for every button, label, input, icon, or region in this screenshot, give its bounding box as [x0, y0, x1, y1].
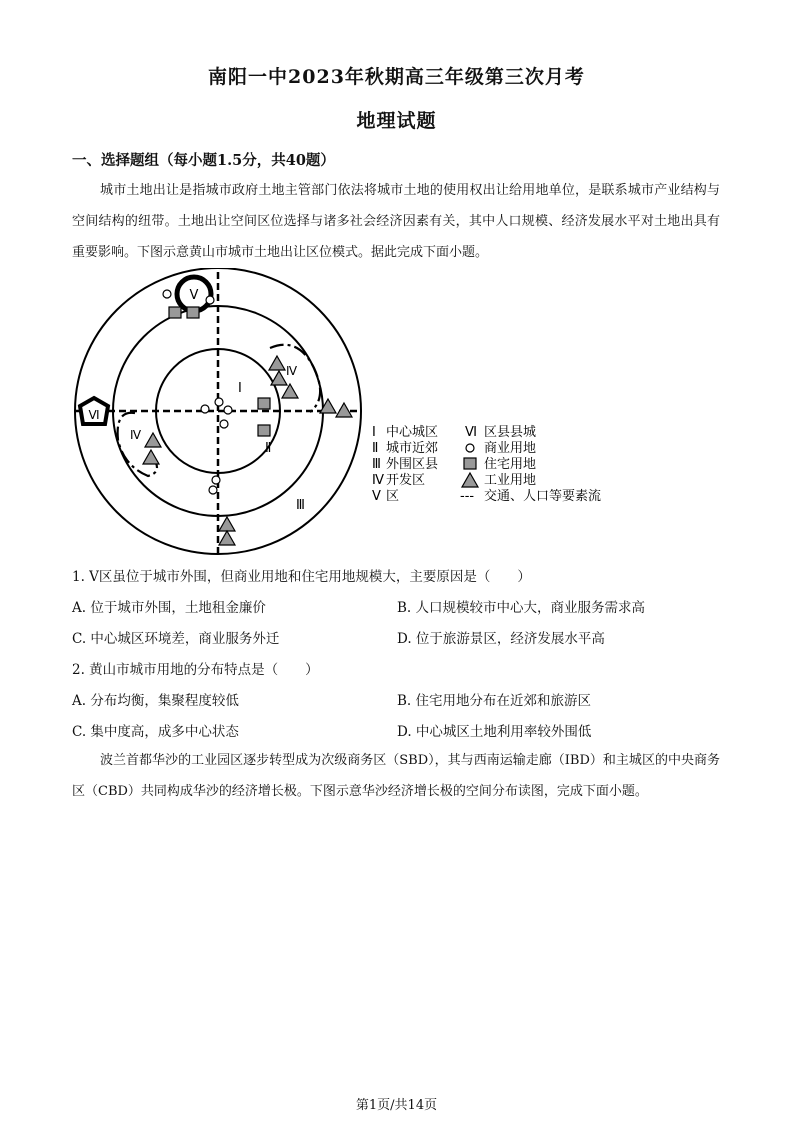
question-1-option-d[interactable]: D. 位于旅游景区，经济发展水平高	[397, 631, 605, 647]
question-2-option-d[interactable]: D. 中心城区土地利用率较外围低	[397, 724, 592, 740]
legend-circle-icon	[466, 444, 474, 452]
legend-text-ii: 城市近郊	[386, 441, 439, 456]
industrial-land-point	[143, 450, 159, 464]
question-1-option-a[interactable]: A. 位于城市外围，土地租金廉价	[72, 600, 266, 616]
legend-key-ii: Ⅱ	[372, 441, 379, 456]
question-2-option-c[interactable]: C. 集中度高，成多中心状态	[72, 724, 239, 740]
zone-ii-label: Ⅱ	[265, 441, 272, 456]
industrial-land-points	[143, 356, 352, 545]
commercial-land-point	[209, 486, 217, 494]
commercial-land-point	[163, 290, 171, 298]
zone-v-label: Ⅴ	[189, 288, 199, 303]
legend-text-v: 区	[386, 489, 400, 504]
passage-2: 波兰首都华沙的工业园区逐步转型成为次级商务区（SBD），其与西南运输走廊（IBD）和主城区的中央商务区（CBD）共同构成华沙的经济增长极。下图示意华沙经济增长极的空间分布读图，完成下面小题。	[72, 753, 720, 799]
industrial-land-point	[271, 371, 287, 385]
question-2-option-a[interactable]: A. 分布均衡，集聚程度较低	[72, 693, 239, 709]
legend-square-icon	[464, 458, 476, 469]
industrial-land-point	[145, 433, 161, 447]
question-2-stem: 2. 黄山市城市用地的分布特点是（ ）	[72, 662, 319, 678]
legend-dash-icon: ---	[460, 489, 475, 504]
exam-title: 南阳一中2023年秋期高三年级第三次月考	[208, 66, 585, 88]
legend-text-i: 中心城区	[386, 425, 439, 440]
commercial-land-point	[224, 406, 232, 414]
legend-key-iv: Ⅳ	[372, 473, 384, 488]
residential-land-point	[169, 307, 181, 318]
legend-key-iii: Ⅲ	[372, 457, 381, 472]
land-transfer-model-figure	[60, 268, 620, 560]
question-1-option-c[interactable]: C. 中心城区环境差，商业服务外迁	[72, 631, 280, 647]
legend-key-i: Ⅰ	[372, 425, 376, 440]
question-1-stem: 1. Ⅴ区虽位于城市外围，但商业用地和住宅用地规模大，主要原因是（ ）	[72, 569, 531, 585]
commercial-land-points	[163, 290, 232, 494]
zone-iii-label: Ⅲ	[296, 498, 305, 513]
legend-text-commercial: 商业用地	[484, 441, 537, 456]
legend-triangle-icon	[462, 473, 478, 487]
question-2-option-b[interactable]: B. 住宅用地分布在近郊和旅游区	[397, 693, 592, 709]
residential-land-point	[187, 307, 199, 318]
industrial-land-point	[219, 531, 235, 545]
industrial-land-point	[336, 403, 352, 417]
industrial-land-point	[219, 517, 235, 531]
legend-text-industrial: 工业用地	[484, 473, 537, 488]
zone-vi-label: Ⅵ	[88, 408, 100, 422]
legend-text-iii: 外围区县	[386, 457, 439, 472]
legend-text-residential: 住宅用地	[484, 457, 537, 472]
section-heading: 一、选择题组（每小题1.5分，共40题）	[72, 152, 335, 169]
question-1-option-b[interactable]: B. 人口规模较市中心大，商业服务需求高	[397, 600, 646, 616]
commercial-land-point	[206, 296, 214, 304]
legend-text-iv: 开发区	[386, 473, 426, 488]
zone-iv-east-label: Ⅳ	[286, 364, 298, 378]
residential-land-point	[258, 425, 270, 436]
commercial-land-point	[212, 476, 220, 484]
residential-land-points	[169, 307, 270, 436]
legend	[372, 424, 601, 504]
legend-key-vi: Ⅵ	[465, 425, 477, 440]
commercial-land-point	[215, 398, 223, 406]
zone-i-label: Ⅰ	[238, 381, 242, 396]
legend-text-vi: 区县县城	[484, 425, 537, 440]
subject-title: 地理试题	[356, 110, 437, 132]
industrial-land-point	[269, 356, 285, 370]
commercial-land-point	[220, 420, 228, 428]
page-footer: 第1页/共14页	[355, 1098, 438, 1113]
residential-land-point	[258, 398, 270, 409]
industrial-land-point	[282, 384, 298, 398]
legend-key-v: Ⅴ	[372, 489, 381, 504]
legend-text-flow: 交通、人口等要素流	[484, 489, 602, 504]
passage-1: 城市土地出让是指城市政府土地主管部门依法将城市土地的使用权出让给用地单位，是联系城市产业结构与空间结构的纽带。土地出让空间区位选择与诸多社会经济因素有关，其中人口规模、经济发展水平对土地出具有重要影响。下图示意黄山市城市土地出让区位模式。据此完成下面小题。	[72, 183, 720, 260]
zone-iv-west-label: Ⅳ	[130, 428, 142, 442]
commercial-land-point	[201, 405, 209, 413]
